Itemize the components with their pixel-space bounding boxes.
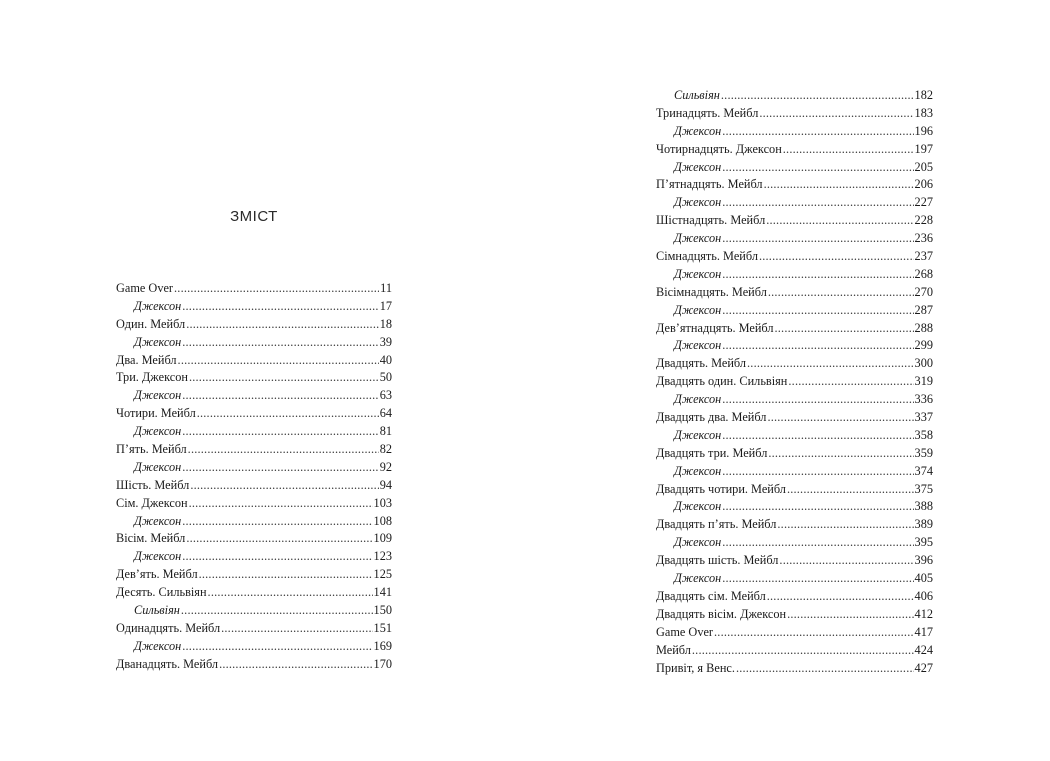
dot-leader: [759, 105, 913, 123]
toc-entry-page-number: 427: [914, 660, 933, 675]
toc-entry: [116, 495, 392, 513]
toc-entry-title: Один. Мейбл: [116, 316, 186, 331]
toc-entry-page-number: 205: [914, 159, 933, 174]
toc-entry: [656, 660, 933, 678]
dot-leader: [722, 123, 913, 141]
toc-entry-title: Джексон: [674, 392, 722, 407]
toc-entry: [116, 530, 392, 548]
toc-entry: [116, 352, 392, 370]
toc-entry-title: Джексон: [134, 298, 182, 313]
toc-entry: [116, 441, 392, 459]
toc-entry-page-number: 359: [914, 445, 933, 460]
toc-entry-page-number: 270: [914, 284, 933, 299]
toc-entry-title: Одинадцять. Мейбл: [116, 620, 221, 635]
toc-entry-title: Шістнадцять. Мейбл: [656, 213, 766, 228]
toc-entry-page-number: 236: [914, 231, 933, 246]
dot-leader: [208, 584, 373, 602]
dot-leader: [768, 445, 913, 463]
toc-entry: [116, 316, 392, 334]
toc-entry-title: Джексон: [134, 334, 182, 349]
dot-leader: [736, 660, 914, 678]
toc-entry-page-number: 169: [373, 638, 392, 653]
dot-leader: [181, 602, 373, 620]
toc-entry-title: Game Over: [116, 281, 174, 295]
dot-leader: [768, 284, 914, 302]
toc-subentry: [116, 602, 392, 620]
toc-entry-title: Game Over: [656, 624, 714, 639]
toc-entry: [116, 656, 392, 674]
toc-subentry: [656, 463, 933, 481]
dot-leader: [182, 387, 378, 405]
toc-entry-title: П’ятнадцять. Мейбл: [656, 177, 763, 192]
toc-subentry: [116, 298, 392, 316]
toc-entry-title: Сім. Джексон: [116, 495, 188, 510]
dot-leader: [722, 194, 913, 212]
toc-entry-page-number: 417: [914, 624, 933, 639]
dot-leader: [182, 548, 372, 566]
toc-entry-title: Джексон: [674, 231, 722, 246]
toc-entry-page-number: 388: [914, 499, 933, 514]
toc-entry-page-number: 412: [914, 606, 933, 621]
toc-entry: [656, 516, 933, 534]
toc-entry-title: Сильвіян: [134, 603, 180, 618]
toc-entry: [656, 552, 933, 570]
toc-entry: [656, 373, 933, 391]
toc-entry-page-number: 18: [379, 316, 392, 331]
toc-entry-page-number: 288: [914, 320, 933, 335]
toc-entry-page-number: 395: [914, 535, 933, 550]
toc-entry: [116, 477, 392, 495]
toc-entry-page-number: 141: [373, 585, 392, 600]
dot-leader: [721, 87, 914, 105]
dot-leader: [199, 566, 373, 584]
toc-entry-page-number: 196: [914, 123, 933, 138]
toc-entry-title: Джексон: [674, 463, 722, 478]
toc-entry: [656, 624, 933, 642]
dot-leader: [182, 423, 378, 441]
toc-entry-page-number: 396: [914, 553, 933, 568]
toc-entry: [656, 481, 933, 499]
toc-entry-page-number: 337: [914, 410, 933, 425]
toc-subentry: [116, 334, 392, 352]
dot-leader: [788, 373, 913, 391]
toc-entry-title: Джексон: [674, 338, 722, 353]
dot-leader: [766, 212, 913, 230]
toc-entry-title: П’ять. Мейбл: [116, 442, 187, 457]
toc-entry: [656, 105, 933, 123]
toc-entry-title: Джексон: [134, 459, 182, 474]
dot-leader: [188, 441, 379, 459]
toc-entry: [116, 280, 392, 298]
toc-entry: [656, 445, 933, 463]
toc-entry-page-number: 125: [373, 567, 392, 582]
dot-leader: [186, 530, 372, 548]
toc-subentry: [656, 194, 933, 212]
toc-entry-title: Двадцять шість. Мейбл: [656, 553, 779, 568]
dot-leader: [722, 534, 913, 552]
toc-entry-title: Двадцять три. Мейбл: [656, 445, 768, 460]
toc-entry-title: Чотирнадцять. Джексон: [656, 141, 782, 156]
toc-subentry: [656, 337, 933, 355]
toc-entry-page-number: 170: [373, 656, 392, 671]
toc-entry: [656, 212, 933, 230]
toc-entry-page-number: 108: [373, 513, 392, 528]
dot-leader: [787, 606, 913, 624]
dot-leader: [759, 248, 914, 266]
toc-entry: [656, 355, 933, 373]
right-page: [525, 0, 1050, 761]
toc-entry-title: Двадцять п’ять. Мейбл: [656, 517, 777, 532]
toc-entry-title: Сильвіян: [674, 88, 720, 102]
toc-entry-page-number: 150: [373, 603, 392, 618]
dot-leader: [219, 656, 372, 674]
toc-entry-page-number: 358: [914, 427, 933, 442]
dot-leader: [197, 405, 379, 423]
toc-entry-page-number: 424: [914, 642, 933, 657]
toc-entry-title: Вісім. Мейбл: [116, 531, 186, 546]
toc-entry-title: Чотири. Мейбл: [116, 406, 196, 421]
toc-entry-title: Дванадцять. Мейбл: [116, 656, 219, 671]
toc-entry-title: Двадцять сім. Мейбл: [656, 588, 766, 603]
toc-entry-title: Джексон: [134, 638, 182, 653]
dot-leader: [779, 552, 913, 570]
toc-entry-page-number: 197: [914, 141, 933, 156]
toc-entry-title: Тринадцять. Мейбл: [656, 105, 759, 120]
toc-entry-title: Двадцять вісім. Джексон: [656, 606, 787, 621]
toc-entry-title: Мейбл: [656, 642, 691, 657]
dot-leader: [747, 355, 914, 373]
toc-entry-page-number: 40: [379, 352, 392, 367]
toc-subentry: [116, 513, 392, 531]
toc-subentry: [656, 391, 933, 409]
toc-entry-title: Два. Мейбл: [116, 352, 177, 367]
toc-subentry: [116, 548, 392, 566]
dot-leader: [692, 642, 914, 660]
toc-entry: [656, 320, 933, 338]
toc-entry: [656, 141, 933, 159]
toc-entry-page-number: 103: [373, 495, 392, 510]
toc-subentry: [656, 87, 933, 105]
toc-entry-title: Двадцять. Мейбл: [656, 356, 747, 371]
dot-leader: [182, 334, 378, 352]
toc-list-right: [656, 87, 933, 677]
toc-entry-title: Джексон: [134, 388, 182, 403]
dot-leader: [182, 459, 378, 477]
toc-entry: [656, 588, 933, 606]
dot-leader: [221, 620, 372, 638]
toc-entry-page-number: 336: [914, 392, 933, 407]
toc-entry-page-number: 151: [373, 620, 392, 635]
toc-entry-title: Сімнадцять. Мейбл: [656, 249, 758, 264]
toc-heading: ЗМІСТ: [230, 208, 278, 225]
toc-entry-page-number: 109: [373, 531, 392, 546]
dot-leader: [777, 516, 913, 534]
toc-entry-title: Привіт, я Венс.: [656, 660, 735, 675]
dot-leader: [722, 463, 913, 481]
toc-entry-title: Три. Джексон: [116, 370, 188, 385]
dot-leader: [714, 624, 914, 642]
toc-entry: [656, 248, 933, 266]
dot-leader: [178, 352, 379, 370]
toc-entry: [656, 409, 933, 427]
toc-entry-title: Джексон: [674, 159, 722, 174]
dot-leader: [189, 369, 379, 387]
toc-entry-page-number: 287: [914, 302, 933, 317]
toc-entry: [116, 620, 392, 638]
toc-entry: [116, 369, 392, 387]
toc-subentry: [656, 123, 933, 141]
toc-subentry: [656, 266, 933, 284]
dot-leader: [722, 337, 913, 355]
toc-entry-title: Дев’ять. Мейбл: [116, 567, 198, 582]
dot-leader: [722, 230, 913, 248]
toc-entry-page-number: 17: [379, 298, 392, 313]
dot-leader: [722, 391, 913, 409]
toc-subentry: [656, 427, 933, 445]
toc-entry-page-number: 374: [914, 463, 933, 478]
toc-list-left: [116, 280, 392, 674]
toc-entry-title: Джексон: [134, 549, 182, 564]
toc-entry-page-number: 319: [914, 374, 933, 389]
toc-entry-title: Двадцять чотири. Мейбл: [656, 481, 786, 496]
toc-subentry: [116, 459, 392, 477]
dot-leader: [722, 266, 913, 284]
toc-entry-title: Джексон: [674, 427, 722, 442]
toc-subentry: [656, 302, 933, 320]
dot-leader: [722, 302, 913, 320]
toc-subentry: [656, 498, 933, 516]
dot-leader: [783, 141, 914, 159]
toc-entry-title: Джексон: [674, 302, 722, 317]
dot-leader: [767, 588, 914, 606]
dot-leader: [722, 159, 913, 177]
toc-entry: [656, 284, 933, 302]
toc-subentry: [656, 570, 933, 588]
toc-entry-page-number: 50: [379, 370, 392, 385]
dot-leader: [775, 320, 914, 338]
dot-leader: [764, 176, 914, 194]
toc-entry-page-number: 183: [914, 105, 933, 120]
toc-entry: [116, 566, 392, 584]
toc-entry: [116, 584, 392, 602]
toc-entry-page-number: 206: [914, 177, 933, 192]
toc-entry-title: Джексон: [134, 513, 182, 528]
toc-entry-page-number: 63: [379, 388, 392, 403]
dot-leader: [182, 513, 372, 531]
toc-subentry: [656, 230, 933, 248]
toc-entry-page-number: 299: [914, 338, 933, 353]
dot-leader: [722, 570, 913, 588]
dot-leader: [767, 409, 913, 427]
toc-entry-page-number: 82: [379, 442, 392, 457]
toc-subentry: [116, 638, 392, 656]
toc-entry-title: Джексон: [134, 424, 182, 439]
toc-entry-title: Дев’ятнадцять. Мейбл: [656, 320, 774, 335]
toc-entry-title: Джексон: [674, 499, 722, 514]
toc-entry-title: Шість. Мейбл: [116, 477, 190, 492]
toc-subentry: [656, 159, 933, 177]
toc-entry-page-number: 375: [914, 481, 933, 496]
toc-entry-title: Десять. Сильвіян: [116, 585, 207, 600]
toc-entry: [116, 405, 392, 423]
toc-entry-page-number: 11: [380, 281, 392, 295]
toc-subentry: [656, 534, 933, 552]
dot-leader: [182, 638, 372, 656]
toc-entry-page-number: 182: [914, 88, 933, 102]
toc-entry-page-number: 81: [379, 424, 392, 439]
toc-entry-page-number: 227: [914, 195, 933, 210]
toc-entry-page-number: 389: [914, 517, 933, 532]
toc-entry-page-number: 237: [914, 249, 933, 264]
toc-entry-page-number: 228: [914, 213, 933, 228]
dot-leader: [182, 298, 378, 316]
toc-entry-page-number: 405: [914, 571, 933, 586]
toc-entry-title: Двадцять один. Сильвіян: [656, 374, 788, 389]
dot-leader: [190, 477, 378, 495]
toc-entry-title: Джексон: [674, 535, 722, 550]
toc-entry-page-number: 300: [914, 356, 933, 371]
toc-entry-page-number: 268: [914, 266, 933, 281]
toc-subentry: [116, 387, 392, 405]
toc-subentry: [116, 423, 392, 441]
toc-entry-page-number: 39: [379, 334, 392, 349]
toc-entry-page-number: 406: [914, 588, 933, 603]
dot-leader: [174, 280, 379, 298]
toc-entry: [656, 642, 933, 660]
toc-entry-title: Двадцять два. Мейбл: [656, 410, 767, 425]
toc-entry-title: Джексон: [674, 195, 722, 210]
dot-leader: [722, 498, 913, 516]
dot-leader: [186, 316, 379, 334]
toc-entry-title: Джексон: [674, 123, 722, 138]
dot-leader: [722, 427, 913, 445]
dot-leader: [189, 495, 373, 513]
toc-entry-page-number: 94: [379, 477, 392, 492]
toc-entry-page-number: 123: [373, 549, 392, 564]
toc-entry: [656, 176, 933, 194]
toc-entry-title: Вісімнадцять. Мейбл: [656, 284, 767, 299]
toc-entry-page-number: 92: [379, 459, 392, 474]
dot-leader: [787, 481, 914, 499]
toc-entry: [656, 606, 933, 624]
toc-entry-page-number: 64: [379, 406, 392, 421]
toc-entry-title: Джексон: [674, 571, 722, 586]
toc-entry-title: Джексон: [674, 266, 722, 281]
